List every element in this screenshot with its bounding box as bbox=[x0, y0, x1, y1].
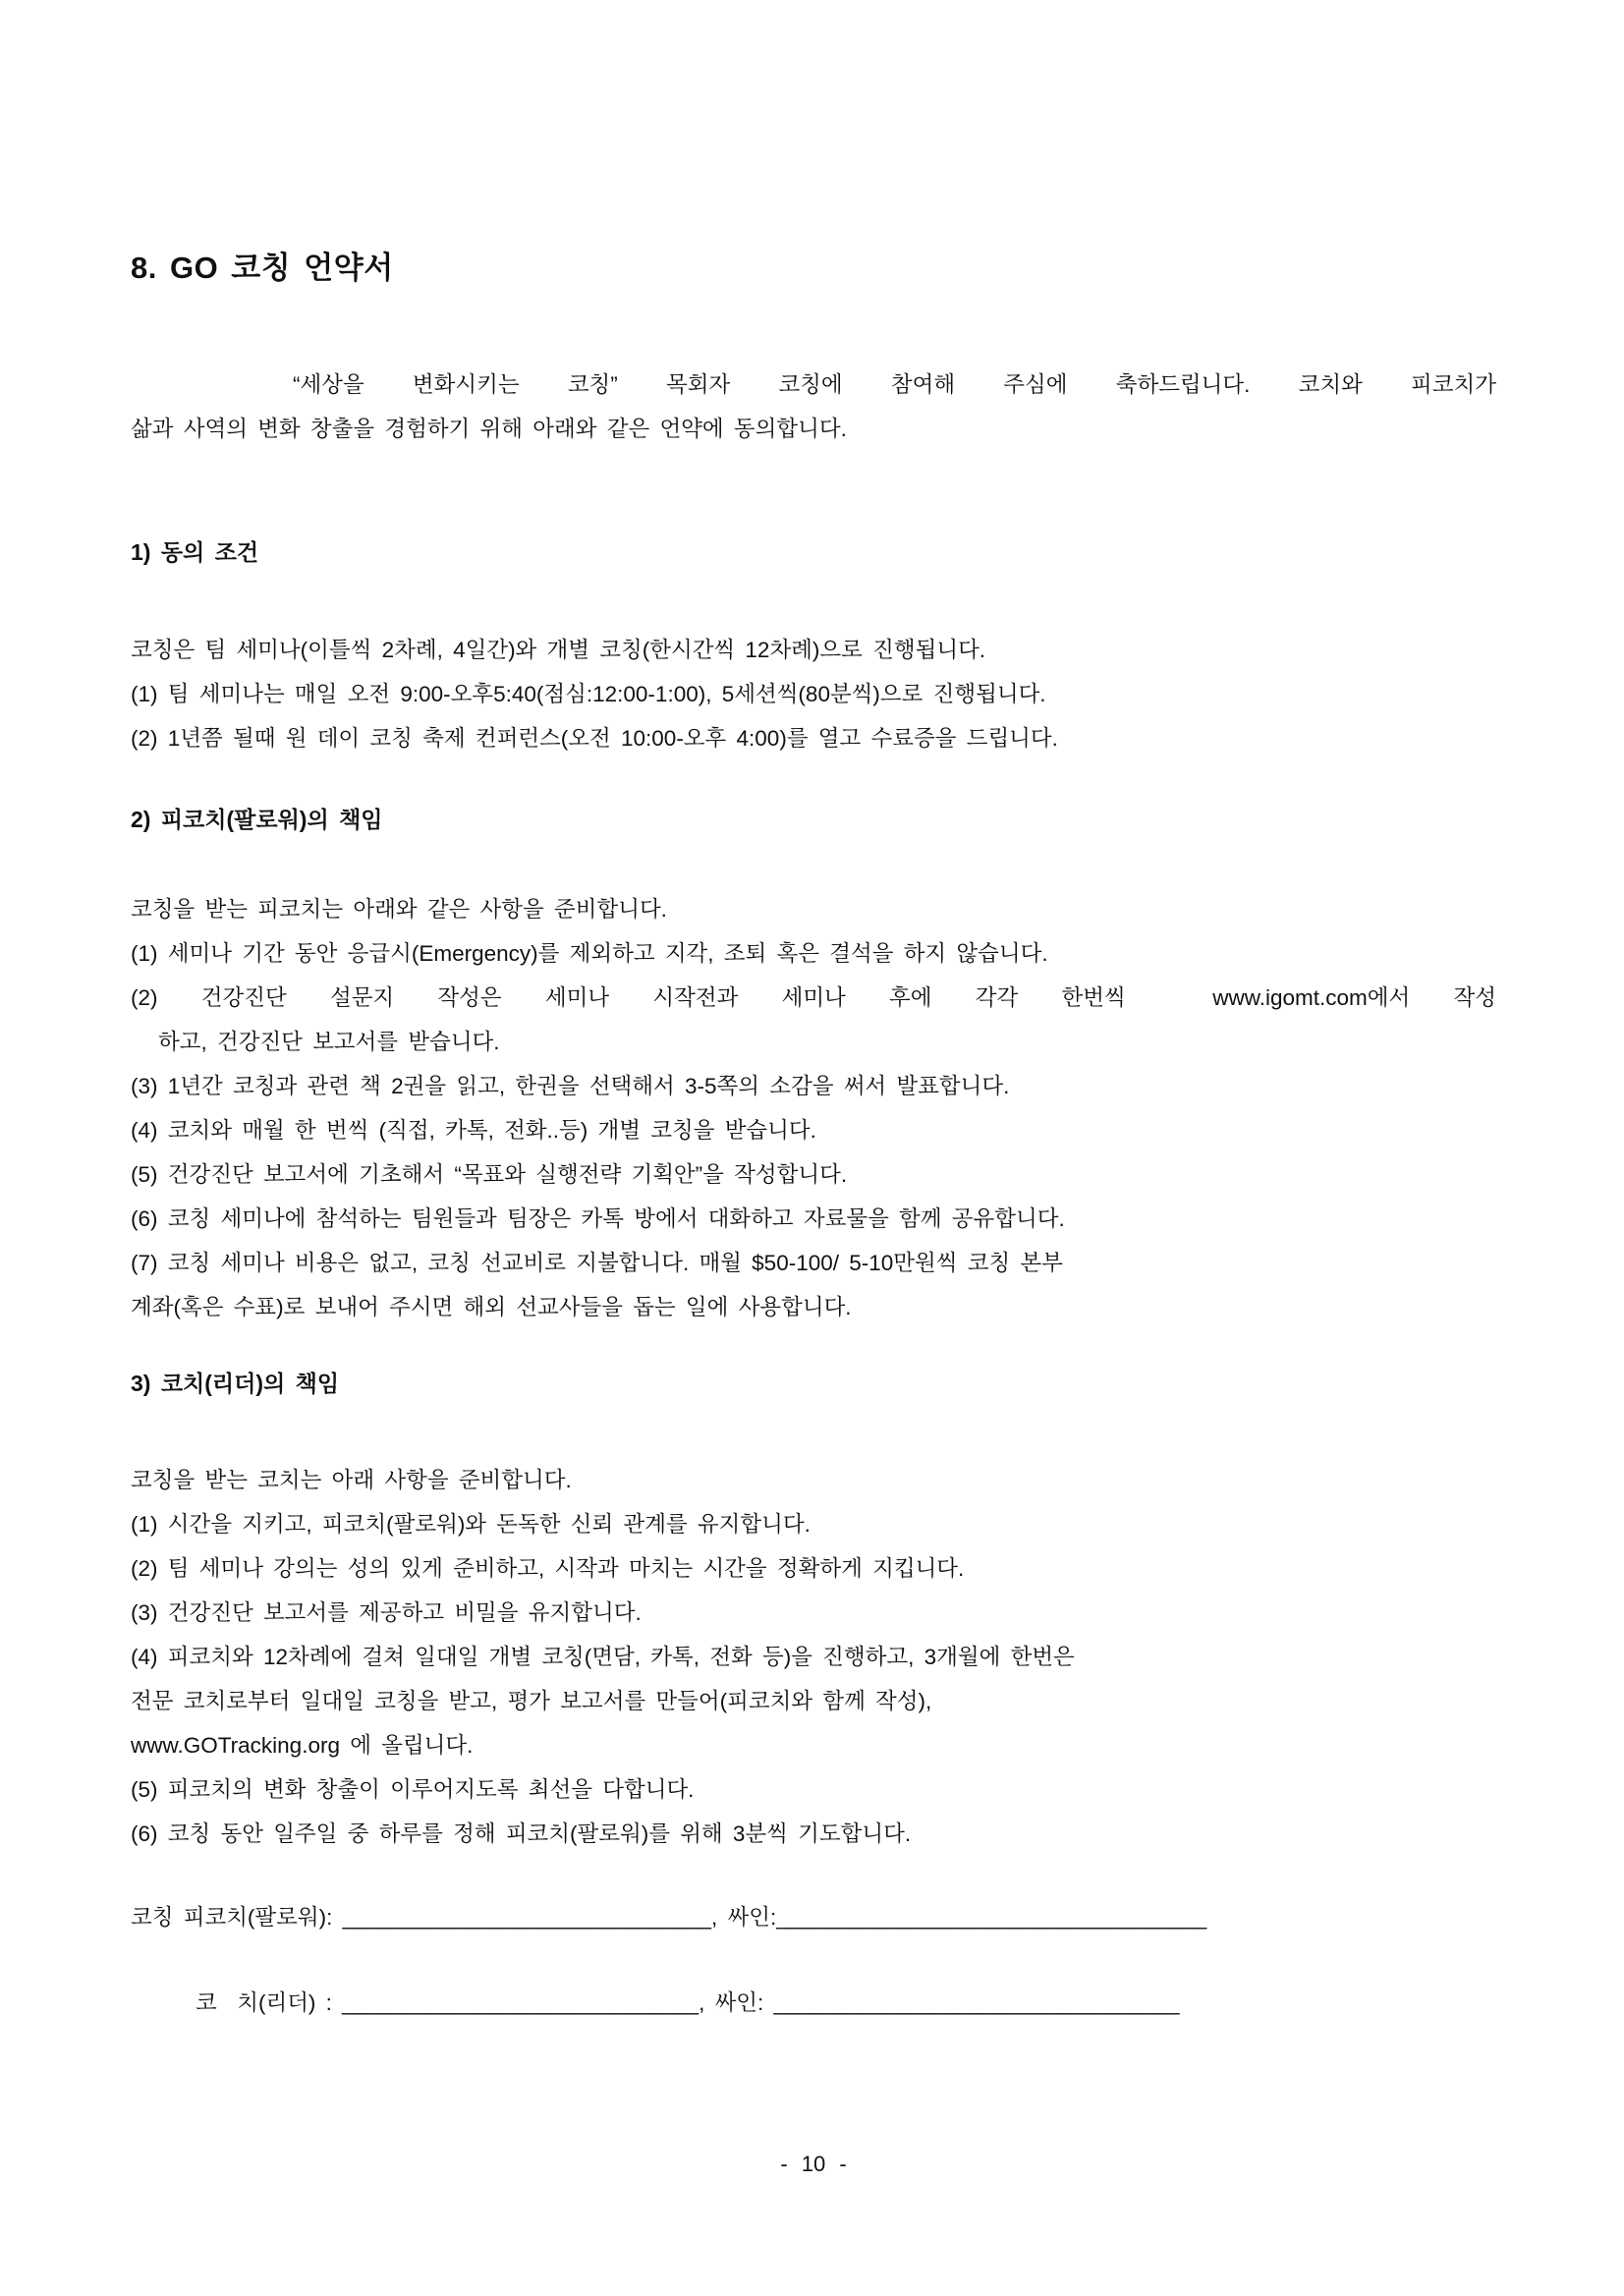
section-2-heading: 2) 피코치(팔로워)의 책임 bbox=[131, 807, 383, 832]
section-3-line-2: (1) 시간을 지키고, 피코치(팔로워)와 돈독한 신뢰 관계를 유지합니다. bbox=[131, 1512, 811, 1537]
section-1-line-1: 코칭은 팀 세미나(이틀씩 2차례, 4일간)와 개별 코칭(한시간씩 12차례)으로 진행됩니다. bbox=[131, 638, 986, 662]
section-3-line-5: (4) 피코치와 12차례에 걸쳐 일대일 개별 코칭(면담, 카톡, 전화 등)을 진행하고, 3개월에 한번은 bbox=[131, 1645, 1075, 1669]
section-2-line-7: (5) 건강진단 보고서에 기초해서 “목표와 실행전략 기획안”을 작성합니다. bbox=[131, 1162, 848, 1187]
section-3-line-6: 전문 코치로부터 일대일 코칭을 받고, 평가 보고서를 만들어(피코치와 함께 작성), bbox=[131, 1689, 932, 1713]
section-2-line-4: 하고, 건강진단 보고서를 받습니다. bbox=[158, 1030, 500, 1054]
section-2-line-2: (1) 세미나 기간 동안 응급시(Emergency)를 제외하고 지각, 조퇴 혹은 결석을 하지 않습니다. bbox=[131, 941, 1048, 966]
intro-line-2: 삶과 사역의 변화 창출을 경험하기 위해 아래와 같은 언약에 동의합니다. bbox=[131, 417, 847, 441]
section-2-line-3: (2) 건강진단 설문지 작성은 세미나 시작전과 세미나 후에 각각 한번씩 www.igomt.com에서 작성 bbox=[131, 985, 1496, 1010]
section-3-line-8: (5) 피코치의 변화 창출이 이루어지도록 최선을 다합니다. bbox=[131, 1777, 695, 1802]
section-2-line-6: (4) 코치와 매월 한 번씩 (직접, 카톡, 전화..등) 개별 코칭을 받습니다. bbox=[131, 1118, 816, 1143]
section-3-line-3: (2) 팀 세미나 강의는 성의 있게 준비하고, 시작과 마치는 시간을 정확하게 지킵니다. bbox=[131, 1556, 965, 1581]
document-title: 8. GO 코칭 언약서 bbox=[131, 251, 394, 285]
section-3-line-7: www.GOTracking.org 에 올립니다. bbox=[131, 1733, 474, 1758]
section-1-heading: 1) 동의 조건 bbox=[131, 539, 259, 565]
section-2-line-8: (6) 코칭 세미나에 참석하는 팀원들과 팀장은 카톡 방에서 대화하고 자료물을 함께 공유합니다. bbox=[131, 1206, 1065, 1231]
section-3-line-4: (3) 건강진단 보고서를 제공하고 비밀을 유지합니다. bbox=[131, 1600, 642, 1625]
section-2-line-10: 계좌(혹은 수표)로 보내어 주시면 해외 선교사들을 돕는 일에 사용합니다. bbox=[131, 1295, 852, 1319]
intro-line-1: “세상을 변화시키는 코칭” 목회자 코칭에 참여해 주심에 축하드립니다. 코치와 피코치가 bbox=[293, 372, 1496, 397]
section-1-line-2: (1) 팀 세미나는 매일 오전 9:00-오후5:40(점심:12:00-1:00), 5세션씩(80분씩)으로 진행됩니다. bbox=[131, 682, 1046, 706]
section-3-line-9: (6) 코칭 동안 일주일 중 하루를 정해 피코치(팔로워)를 위해 3분씩 기도합니다. bbox=[131, 1821, 912, 1846]
signature-line-coach: 코 치(리더) : _____________________________, 싸인: _________________________________ bbox=[196, 1990, 1180, 2015]
section-2-line-9: (7) 코칭 세미나 비용은 없고, 코칭 선교비로 지불합니다. 매월 $50-100/ 5-10만원씩 코칭 본부 bbox=[131, 1251, 1063, 1275]
section-3-heading: 3) 코치(리더)의 책임 bbox=[131, 1371, 340, 1396]
section-2-line-5: (3) 1년간 코칭과 관련 책 2권을 읽고, 한권을 선택해서 3-5쪽의 소감을 써서 발표합니다. bbox=[131, 1074, 1010, 1098]
signature-line-followee: 코칭 피코치(팔로워): ______________________________, 싸인:___________________________________ bbox=[131, 1905, 1207, 1930]
document-content bbox=[131, 0, 1496, 2186]
section-1-line-3: (2) 1년쯤 될때 원 데이 코칭 축제 컨퍼런스(오전 10:00-오후 4:00)를 열고 수료증을 드립니다. bbox=[131, 726, 1058, 751]
page-number: - 10 - bbox=[780, 2152, 847, 2176]
section-3-line-1: 코칭을 받는 코치는 아래 사항을 준비합니다. bbox=[131, 1468, 572, 1492]
section-2-line-1: 코칭을 받는 피코치는 아래와 같은 사항을 준비합니다. bbox=[131, 897, 667, 922]
